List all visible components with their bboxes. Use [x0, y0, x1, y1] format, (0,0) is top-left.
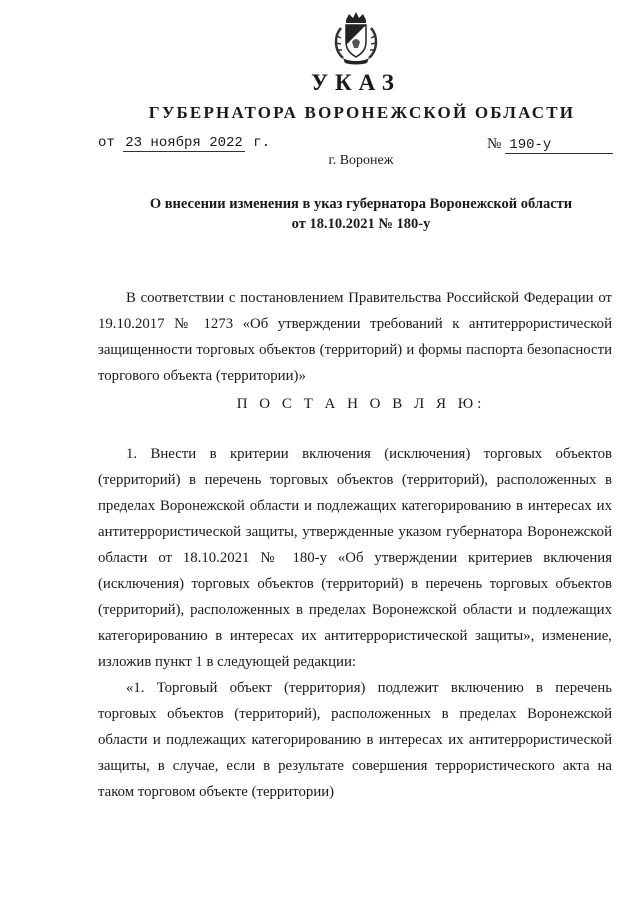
number-sign: № — [487, 136, 502, 152]
number-value: 190-у — [505, 137, 613, 154]
decree-word: П О С Т А Н О В Л Я Ю: — [236, 396, 486, 412]
document-subject — [0, 194, 640, 234]
number-line — [487, 135, 615, 154]
issuer-title: ГУБЕРНАТОРА ВОРОНЕЖСКОЙ ОБЛАСТИ — [148, 103, 576, 122]
subject-line-1: О внесении изменения в указ губернатора Воронежской области — [149, 196, 573, 212]
date-value: 23 ноября 2022 — [125, 135, 243, 151]
subject-line-2: от 18.10.2021 № 180-у — [291, 216, 431, 232]
preamble-paragraph: В соответствии с постановлением Правительства Российской Федерации от 19.10.2017 № 1273 «Об утверждении требований к антитеррористической защищенности торговых объектов (территорий) и формы паспорта безопасности торгового объекта (территории)» — [98, 290, 612, 384]
preamble-block — [98, 285, 612, 389]
quote-1-paragraph: «1. Торговый объект (территория) подлежит включению в перечень торговых объектов (территорий), расположенных в пределах Воронежской области и подлежащих категорированию в интересах их антитеррористической защиты, в случае, если в результате совершения террористического акта на таком торговом объекте (территории) — [98, 680, 612, 800]
coat-of-arms-icon — [331, 12, 381, 66]
main-text-block — [98, 441, 612, 805]
date-line — [98, 135, 270, 151]
document-type-title: УКАЗ — [311, 70, 401, 95]
item-1-paragraph: 1. Внести в критерии включения (исключения) торговых объектов (территорий) в перечень торговых объектов (территорий), расположенных в пределах Воронежской области и подлежащих категорированию в интересах их антитеррористической защиты, утвержденные указом губернатора Воронежской области от 18.10.2021 № 180-у «Об утверждении критериев включения (исключения) торговых объектов (территорий) в перечень торговых объектов (территорий), расположенных в пределах Воронежской области и подлежащих категорированию в интересах их антитеррористической защиты», изменение, изложив пункт 1 в следующей редакции: — [98, 446, 612, 670]
date-suffix: г. — [253, 135, 271, 151]
date-prefix: от — [98, 135, 115, 151]
city: г. Воронеж — [328, 153, 394, 168]
